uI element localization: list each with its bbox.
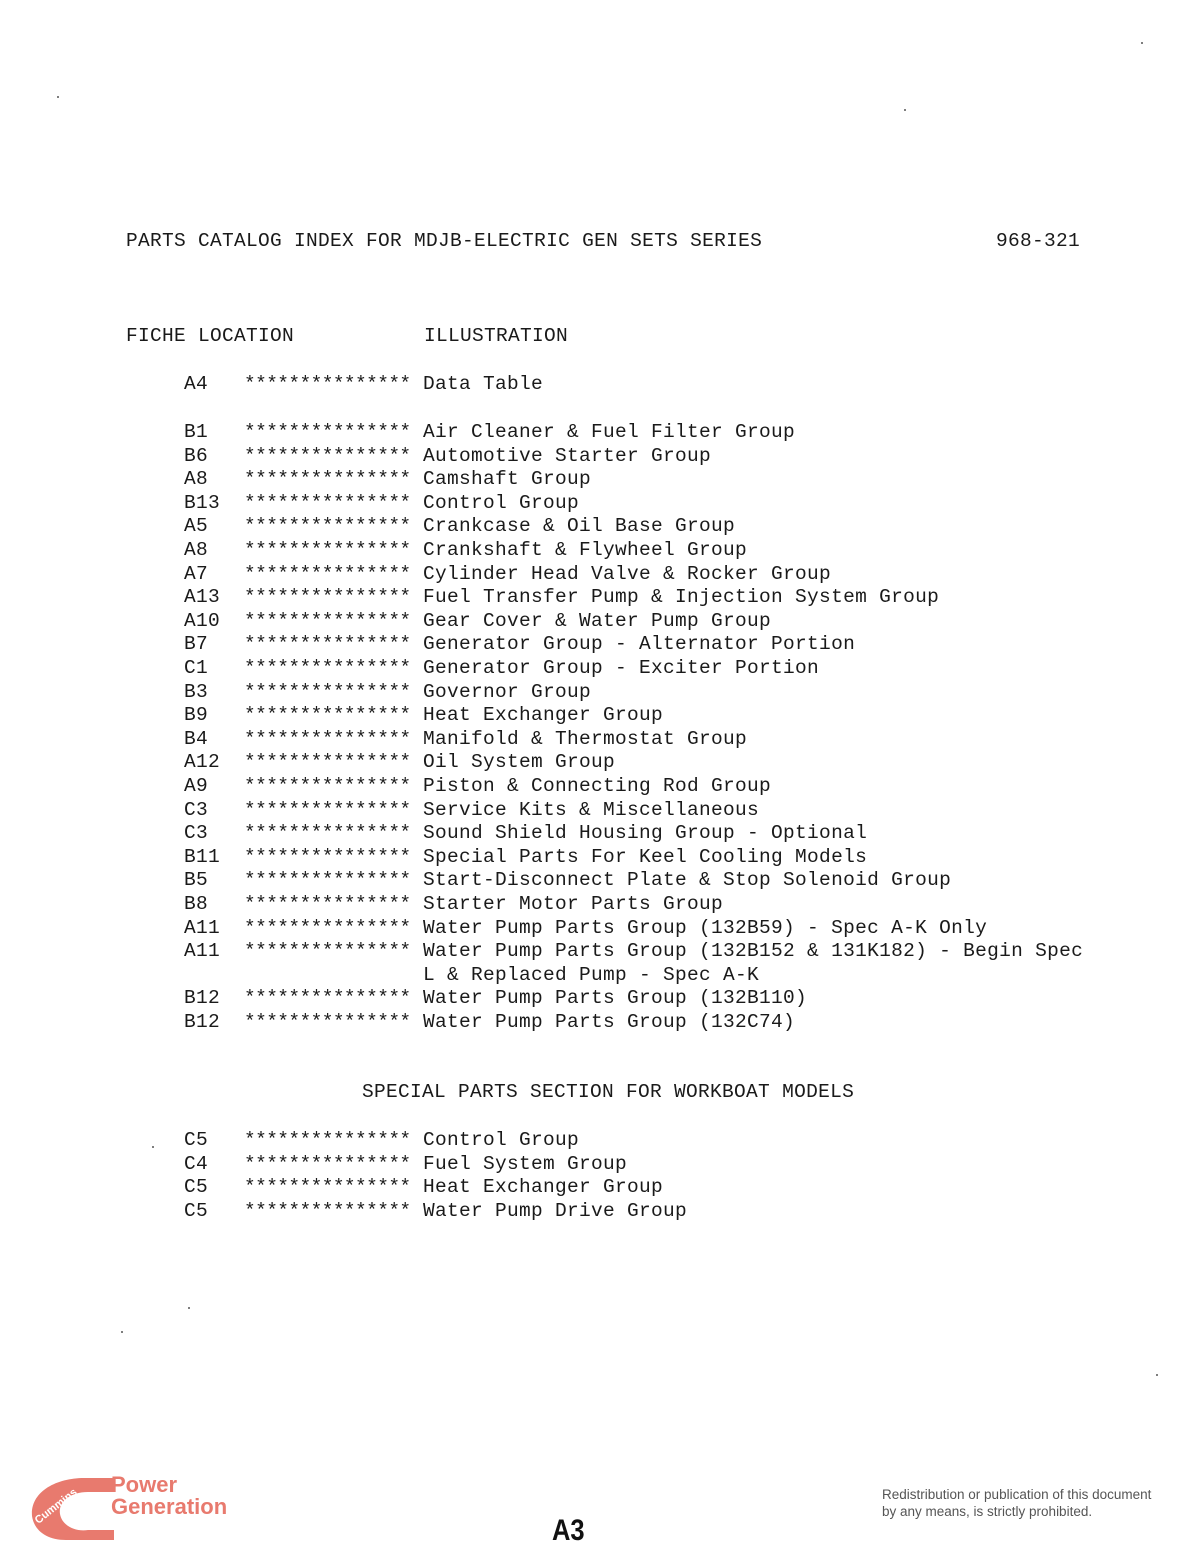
index-entry: [0, 421, 1200, 444]
illustration-title: Control Group: [423, 491, 580, 514]
illustration-title: Camshaft Group: [423, 468, 592, 491]
power-generation-logo-text: [111, 1474, 227, 1518]
fiche-location: B11: [184, 845, 221, 868]
document-number: 968-321: [996, 230, 1081, 252]
fiche-location: A8: [184, 539, 209, 561]
illustration-title: Start-Disconnect Plate & Stop Solenoid Group: [423, 869, 952, 892]
illustration-title: Starter Motor Parts Group: [423, 893, 724, 915]
column-header-fiche-location: FICHE LOCATION: [126, 325, 295, 347]
fiche-location: A7: [184, 562, 209, 585]
illustration-title: Manifold & Thermostat Group: [423, 727, 748, 750]
leader-dots: ***************: [244, 657, 411, 679]
illustration-title: Gear Cover & Water Pump Group: [423, 609, 772, 632]
fiche-location: C5: [184, 1129, 209, 1151]
scan-speck: [121, 1331, 123, 1333]
leader-dots: ***************: [244, 468, 411, 491]
fiche-location: A13: [184, 586, 221, 609]
illustration-title: Fuel Transfer Pump & Injection System Group: [423, 586, 940, 609]
leader-dots: ***************: [244, 987, 411, 1010]
illustration-title: Fuel System Group: [423, 1152, 628, 1175]
fiche-location: B3: [184, 680, 209, 703]
workboat-section-title: SPECIAL PARTS SECTION FOR WORKBOAT MODELS: [362, 1081, 855, 1103]
leader-dots: ***************: [244, 798, 411, 821]
fiche-location: A10: [184, 609, 221, 632]
illustration-title: Automotive Starter Group: [423, 444, 712, 467]
leader-dots: ***************: [244, 940, 411, 963]
index-entry: [0, 445, 1200, 468]
leader-dots: ***************: [244, 1129, 411, 1151]
index-entry: [0, 917, 1200, 940]
leader-dots: ***************: [244, 1176, 411, 1199]
fiche-location: C3: [184, 822, 209, 845]
scan-speck: [904, 109, 906, 111]
index-entry: [0, 940, 1200, 963]
scan-speck: [1141, 42, 1143, 44]
index-entry: [0, 610, 1200, 633]
fiche-location: B8: [184, 893, 209, 915]
svg-text:Cummins: Cummins: [32, 1486, 80, 1527]
fiche-location: A4: [184, 373, 209, 395]
fiche-location: C1: [184, 657, 209, 679]
index-entry: [0, 657, 1200, 680]
column-header-illustration: ILLUSTRATION: [424, 325, 569, 347]
illustration-title: Water Pump Parts Group (132B59) - Spec A-K Only: [423, 916, 988, 939]
index-entry: [0, 586, 1200, 609]
index-entry: [0, 468, 1200, 491]
illustration-title: Cylinder Head Valve & Rocker Group: [423, 562, 832, 585]
index-entry: [0, 539, 1200, 562]
fiche-location: A9: [184, 775, 209, 797]
illustration-title: Special Parts For Keel Cooling Models: [423, 845, 868, 868]
illustration-title: Piston & Connecting Rod Group: [423, 775, 772, 797]
copyright-line-1: Redistribution or publication of this document: [882, 1487, 1152, 1502]
illustration-title: Crankshaft & Flywheel Group: [423, 539, 748, 561]
fiche-location: B9: [184, 704, 209, 727]
index-entry: [0, 1011, 1200, 1034]
leader-dots: ***************: [244, 1152, 411, 1175]
index-entry: [0, 775, 1200, 798]
leader-dots: ***************: [244, 775, 411, 797]
leader-dots: ***************: [244, 916, 411, 939]
leader-dots: ***************: [244, 680, 411, 703]
leader-dots: ***************: [244, 869, 411, 892]
workboat-entry: [0, 1153, 1200, 1176]
leader-dots: ***************: [244, 609, 411, 632]
leader-dots: ***************: [244, 1011, 411, 1033]
scan-speck: [188, 1307, 190, 1309]
illustration-title: Generator Group - Exciter Portion: [423, 657, 820, 679]
fiche-location: C3: [184, 798, 209, 821]
index-entry: [0, 704, 1200, 727]
fiche-location: A12: [184, 751, 221, 774]
copyright-line-2: by any means, is strictly prohibited.: [882, 1504, 1093, 1519]
workboat-entry: [0, 1200, 1200, 1223]
fiche-location: C5: [184, 1176, 209, 1199]
illustration-title: Control Group: [423, 1129, 580, 1151]
workboat-entry: [0, 1176, 1200, 1199]
fiche-location: B5: [184, 869, 209, 892]
illustration-title-continued: L & Replaced Pump - Spec A-K: [423, 963, 760, 986]
leader-dots: ***************: [244, 586, 411, 609]
fiche-location: B1: [184, 421, 209, 443]
fiche-location: B7: [184, 633, 209, 656]
leader-dots: ***************: [244, 515, 411, 538]
copyright-notice: [882, 1486, 1192, 1520]
leader-dots: ***************: [244, 751, 411, 774]
leader-dots: ***************: [244, 893, 411, 915]
scan-speck: [57, 96, 59, 98]
scan-speck: [152, 1146, 154, 1148]
index-entry: [0, 893, 1200, 916]
index-entry: [0, 681, 1200, 704]
fiche-location: B13: [184, 491, 221, 514]
index-entry: [0, 728, 1200, 751]
illustration-title: Water Pump Parts Group (132B152 & 131K182) - Begin Spec: [423, 940, 1084, 963]
illustration-title: Water Pump Drive Group: [423, 1199, 688, 1222]
index-entry-continuation: [0, 964, 1200, 987]
fiche-location: C5: [184, 1199, 209, 1222]
illustration-title: Water Pump Parts Group (132C74): [423, 1011, 796, 1033]
leader-dots: ***************: [244, 845, 411, 868]
scan-speck: [1156, 1374, 1158, 1376]
index-entry: [0, 515, 1200, 538]
index-entry: [0, 799, 1200, 822]
index-entry: [0, 563, 1200, 586]
index-entry: [0, 492, 1200, 515]
leader-dots: ***************: [244, 704, 411, 727]
fiche-location: A8: [184, 468, 209, 491]
fiche-location: B4: [184, 727, 209, 750]
leader-dots: ***************: [244, 444, 411, 467]
index-entry: [0, 869, 1200, 892]
fiche-location: A11: [184, 916, 221, 939]
index-entry: [0, 846, 1200, 869]
logo-line-2: Generation: [111, 1494, 228, 1519]
leader-dots: ***************: [244, 539, 411, 561]
fiche-location: B6: [184, 444, 209, 467]
index-entry: [0, 751, 1200, 774]
index-entry: [0, 633, 1200, 656]
leader-dots: ***************: [244, 373, 411, 395]
illustration-title: Heat Exchanger Group: [423, 1176, 664, 1199]
leader-dots: ***************: [244, 1199, 411, 1222]
illustration-title: Air Cleaner & Fuel Filter Group: [423, 421, 796, 443]
leader-dots: ***************: [244, 633, 411, 656]
illustration-title: Data Table: [423, 373, 544, 395]
fiche-location: B12: [184, 987, 221, 1010]
index-entry: [0, 987, 1200, 1010]
leader-dots: ***************: [244, 491, 411, 514]
illustration-title: Sound Shield Housing Group - Optional: [423, 822, 868, 845]
leader-dots: ***************: [244, 727, 411, 750]
index-entry: [0, 373, 1200, 396]
page-number: A3: [552, 1514, 585, 1547]
fiche-location: C4: [184, 1152, 209, 1175]
index-entry: [0, 822, 1200, 845]
fiche-location: B12: [184, 1011, 221, 1033]
illustration-title: Heat Exchanger Group: [423, 704, 664, 727]
catalog-title: PARTS CATALOG INDEX FOR MDJB-ELECTRIC GEN SETS SERIES: [126, 230, 763, 252]
illustration-title: Governor Group: [423, 680, 592, 703]
leader-dots: ***************: [244, 421, 411, 443]
workboat-entry: [0, 1129, 1200, 1152]
fiche-location: A5: [184, 515, 209, 538]
fiche-location: A11: [184, 940, 221, 963]
illustration-title: Oil System Group: [423, 751, 616, 774]
illustration-title: Service Kits & Miscellaneous: [423, 798, 760, 821]
illustration-title: Water Pump Parts Group (132B110): [423, 987, 808, 1010]
illustration-title: Crankcase & Oil Base Group: [423, 515, 736, 538]
leader-dots: ***************: [244, 562, 411, 585]
illustration-title: Generator Group - Alternator Portion: [423, 633, 856, 656]
logo-line-1: Power: [111, 1472, 178, 1497]
leader-dots: ***************: [244, 822, 411, 845]
